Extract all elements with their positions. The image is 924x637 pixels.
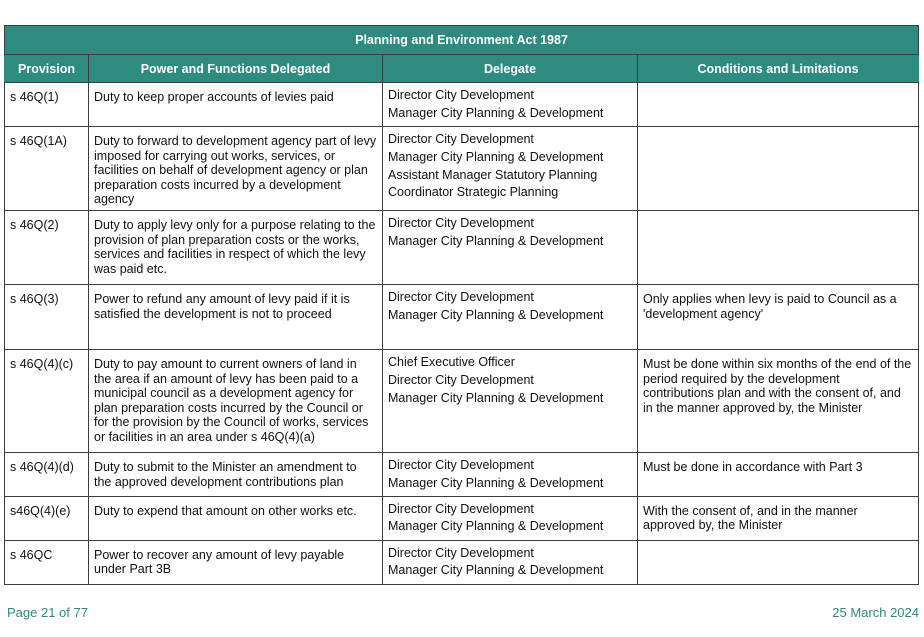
delegate-name: Director City Development (388, 545, 534, 560)
delegate-name: Director City Development (388, 501, 534, 516)
provision-cell: s 46QC (5, 540, 89, 584)
delegate-name: Manager City Planning & Development (388, 105, 604, 120)
table-row (5, 496, 919, 540)
column-header-provision: Provision (5, 55, 89, 83)
provision-cell: s 46Q(4)(d) (5, 452, 89, 496)
document-date: 25 March 2024 (832, 605, 919, 620)
conditions-cell (638, 210, 919, 284)
conditions-cell: Must be done within six months of the end of the period required by the development contributions plan and with the consent of, and in the manner approved by, the Minister (638, 349, 919, 452)
power-cell: Duty to submit to the Minister an amendment to the approved development contributions plan (89, 452, 383, 496)
table-header-row (5, 55, 919, 83)
table-row (5, 127, 919, 211)
provision-cell: s46Q(4)(e) (5, 496, 89, 540)
delegate-cell (383, 210, 638, 284)
table-row (5, 210, 919, 284)
column-header-delegate: Delegate (383, 55, 638, 83)
delegate-cell (383, 496, 638, 540)
conditions-cell (638, 540, 919, 584)
delegate-name: Manager City Planning & Development (388, 390, 604, 405)
provision-cell: s 46Q(3) (5, 284, 89, 349)
power-cell: Duty to pay amount to current owners of land in the area if an amount of levy has been paid to a municipal council as a development agency for plan preparation costs incurred by the Council or for the provision by the Council of works, services or facilities in an area under s 46Q(4)(a) (89, 349, 383, 452)
delegate-name: Manager City Planning & Development (388, 563, 604, 578)
delegate-name: Manager City Planning & Development (388, 149, 604, 164)
power-cell: Duty to forward to development agency part of levy imposed for carrying out works, services, or facilities on behalf of development agency or plan preparation costs incurred by a development agency (89, 127, 383, 211)
power-cell: Power to refund any amount of levy paid if it is satisfied the development is not to proceed (89, 284, 383, 349)
conditions-cell: With the consent of, and in the manner approved by, the Minister (638, 496, 919, 540)
delegate-cell (383, 540, 638, 584)
conditions-cell: Must be done in accordance with Part 3 (638, 452, 919, 496)
delegate-name: Manager City Planning & Development (388, 519, 604, 534)
delegate-name: Director City Development (388, 289, 534, 304)
power-cell: Duty to expend that amount on other works etc. (89, 496, 383, 540)
delegate-name: Coordinator Strategic Planning (388, 185, 559, 200)
delegate-name: Director City Development (388, 88, 534, 102)
delegate-name: Director City Development (388, 457, 534, 472)
delegate-name: Manager City Planning & Development (388, 233, 604, 248)
table-title: Planning and Environment Act 1987 (5, 26, 919, 55)
delegate-name: Director City Development (388, 372, 534, 387)
delegate-cell (383, 127, 638, 211)
delegate-name: Assistant Manager Statutory Planning (388, 167, 598, 182)
provision-cell: s 46Q(1) (5, 83, 89, 127)
conditions-cell: Only applies when levy is paid to Council as a 'development agency' (638, 284, 919, 349)
delegate-cell (383, 83, 638, 127)
table-row (5, 349, 919, 452)
power-cell: Duty to apply levy only for a purpose relating to the provision of plan preparation costs or the works, services and facilities in respect of which the levy was paid etc. (89, 210, 383, 284)
column-header-power: Power and Functions Delegated (89, 55, 383, 83)
delegate-name: Manager City Planning & Development (388, 307, 604, 322)
provision-cell: s 46Q(2) (5, 210, 89, 284)
delegate-cell (383, 284, 638, 349)
conditions-cell (638, 83, 919, 127)
table-row (5, 452, 919, 496)
delegations-table (4, 25, 919, 585)
power-cell: Power to recover any amount of levy payable under Part 3B (89, 540, 383, 584)
page-number: Page 21 of 77 (7, 605, 88, 620)
table-row (5, 540, 919, 584)
table-row (5, 83, 919, 127)
delegate-name: Director City Development (388, 215, 534, 230)
table-body (5, 83, 919, 585)
table-row (5, 284, 919, 349)
delegate-cell (383, 452, 638, 496)
power-cell: Duty to keep proper accounts of levies paid (89, 83, 383, 127)
provision-cell: s 46Q(1A) (5, 127, 89, 211)
table-title-row (5, 26, 919, 55)
delegate-name: Chief Executive Officer (388, 354, 515, 369)
provision-cell: s 46Q(4)(c) (5, 349, 89, 452)
delegate-cell (383, 349, 638, 452)
delegate-name: Manager City Planning & Development (388, 475, 604, 490)
column-header-conditions: Conditions and Limitations (638, 55, 919, 83)
delegate-name: Director City Development (388, 132, 534, 146)
conditions-cell (638, 127, 919, 211)
